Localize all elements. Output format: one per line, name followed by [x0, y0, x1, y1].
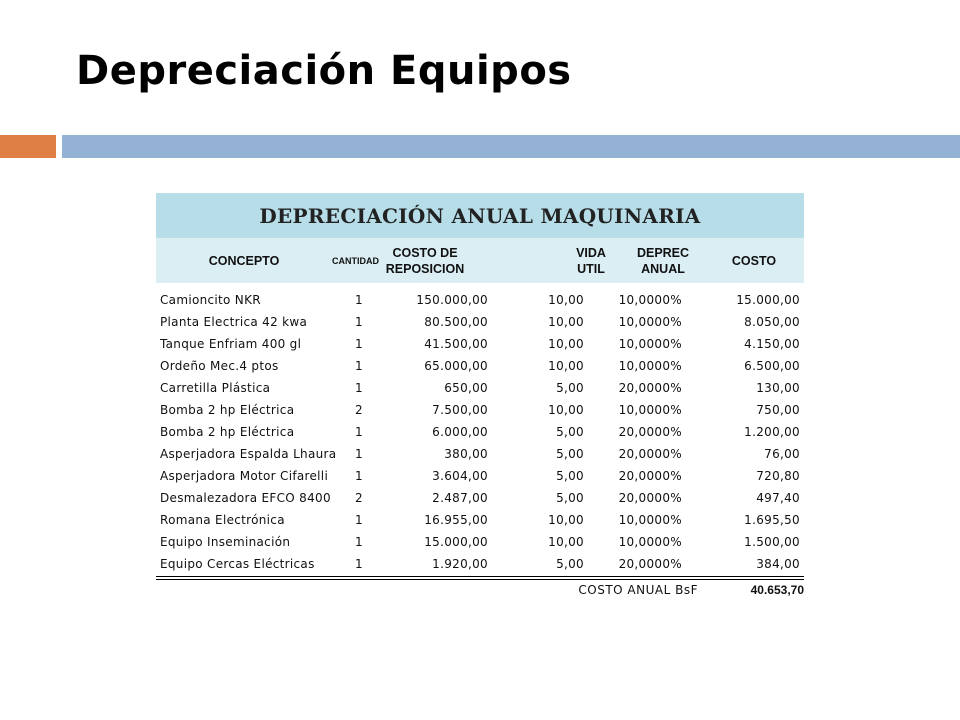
header-vida-util: [560, 245, 622, 277]
cell-cantidad: 1: [355, 469, 363, 483]
cell-deprec-anual: 20,0000%: [618, 557, 682, 571]
cell-concepto: Bomba 2 hp Eléctrica: [160, 403, 295, 417]
header-deprec-line1: DEPREC: [636, 245, 690, 260]
cell-vida-util: 10,00: [548, 535, 584, 549]
cell-cantidad: 2: [355, 491, 363, 505]
cell-vida-util: 10,00: [548, 315, 584, 329]
cell-concepto: Bomba 2 hp Eléctrica: [160, 425, 295, 439]
cell-costo-reposicion: 41.500,00: [424, 337, 488, 351]
table-row: [156, 509, 804, 531]
cell-costo-reposicion: 80.500,00: [424, 315, 488, 329]
cell-cantidad: 1: [355, 513, 363, 527]
header-concepto: CONCEPTO: [208, 253, 280, 268]
cell-concepto: Tanque Enfriam 400 gl: [160, 337, 302, 351]
cell-deprec-anual: 20,0000%: [618, 425, 682, 439]
cell-vida-util: 5,00: [556, 557, 584, 571]
table-row: [156, 531, 804, 553]
cell-deprec-anual: 10,0000%: [618, 293, 682, 307]
header-deprec-anual: [622, 245, 704, 277]
header-vida-line1: VIDA: [576, 245, 606, 260]
cell-costo-reposicion: 15.000,00: [424, 535, 488, 549]
table-row: [156, 553, 804, 575]
cell-concepto: Asperjadora Motor Cifarelli: [160, 469, 329, 483]
cell-concepto: Ordeño Mec.4 ptos: [160, 359, 279, 373]
cell-cantidad: 1: [355, 337, 363, 351]
cell-costo: 130,00: [756, 381, 800, 395]
cell-costo-reposicion: 7.500,00: [432, 403, 488, 417]
table-row: [156, 289, 804, 311]
header-deprec-line2: ANUAL: [641, 261, 685, 276]
cell-vida-util: 10,00: [548, 359, 584, 373]
cell-deprec-anual: 20,0000%: [618, 381, 682, 395]
cell-costo-reposicion: 6.000,00: [432, 425, 488, 439]
cell-costo-reposicion: 2.487,00: [432, 491, 488, 505]
table-header: [156, 238, 804, 283]
cell-costo: 720,80: [756, 469, 800, 483]
cell-cantidad: 1: [355, 447, 363, 461]
cell-vida-util: 10,00: [548, 513, 584, 527]
cell-concepto: Desmalezadora EFCO 8400: [160, 491, 331, 505]
header-costo-reposicion-line2: REPOSICION: [385, 261, 465, 276]
header-costo-reposicion-line1: COSTO DE: [392, 245, 458, 260]
table-row: [156, 355, 804, 377]
cell-concepto: Carretilla Plástica: [160, 381, 271, 395]
accent-bar-orange: [0, 135, 56, 158]
table-row: [156, 399, 804, 421]
cell-deprec-anual: 10,0000%: [618, 403, 682, 417]
slide-title: Depreciación Equipos: [76, 48, 572, 94]
cell-costo: 15.000,00: [736, 293, 800, 307]
total-value: 40.653,70: [750, 583, 804, 597]
table-body: [156, 289, 804, 575]
cell-concepto: Romana Electrónica: [160, 513, 285, 527]
cell-concepto: Asperjadora Espalda Lhaura: [160, 447, 337, 461]
cell-vida-util: 5,00: [556, 381, 584, 395]
cell-concepto: Equipo Cercas Eléctricas: [160, 557, 315, 571]
cell-costo-reposicion: 65.000,00: [424, 359, 488, 373]
cell-vida-util: 5,00: [556, 491, 584, 505]
cell-costo-reposicion: 150.000,00: [416, 293, 488, 307]
cell-vida-util: 10,00: [548, 293, 584, 307]
cell-cantidad: 1: [355, 315, 363, 329]
table-row: [156, 333, 804, 355]
cell-deprec-anual: 10,0000%: [618, 337, 682, 351]
cell-vida-util: 5,00: [556, 469, 584, 483]
cell-deprec-anual: 20,0000%: [618, 491, 682, 505]
cell-cantidad: 1: [355, 557, 363, 571]
cell-cantidad: 2: [355, 403, 363, 417]
cell-deprec-anual: 10,0000%: [618, 359, 682, 373]
cell-vida-util: 5,00: [556, 447, 584, 461]
table-row: [156, 465, 804, 487]
cell-costo: 497,40: [756, 491, 800, 505]
cell-costo-reposicion: 1.920,00: [432, 557, 488, 571]
cell-concepto: Planta Electrica 42 kwa: [160, 315, 308, 329]
cell-costo: 8.050,00: [744, 315, 800, 329]
cell-costo: 76,00: [764, 447, 800, 461]
table-row: [156, 443, 804, 465]
cell-costo-reposicion: 3.604,00: [432, 469, 488, 483]
table-title: DEPRECIACIÓN ANUAL MAQUINARIA: [156, 193, 804, 238]
cell-costo: 1.200,00: [744, 425, 800, 439]
header-cantidad: CANTIDAD: [332, 255, 379, 266]
table-row: [156, 311, 804, 333]
cell-cantidad: 1: [355, 293, 363, 307]
header-costo-reposicion: [372, 245, 478, 277]
cell-costo-reposicion: 16.955,00: [424, 513, 488, 527]
cell-cantidad: 1: [355, 535, 363, 549]
depreciation-table: [156, 193, 804, 600]
table-row: [156, 377, 804, 399]
header-costo: COSTO: [731, 253, 777, 268]
cell-cantidad: 1: [355, 359, 363, 373]
cell-costo-reposicion: 380,00: [444, 447, 488, 461]
cell-costo: 6.500,00: [744, 359, 800, 373]
accent-bar-blue: [62, 135, 960, 158]
cell-costo: 750,00: [756, 403, 800, 417]
header-vida-line2: UTIL: [577, 261, 605, 276]
cell-deprec-anual: 10,0000%: [618, 315, 682, 329]
cell-cantidad: 1: [355, 425, 363, 439]
cell-vida-util: 5,00: [556, 425, 584, 439]
cell-concepto: Equipo Inseminación: [160, 535, 291, 549]
table-row: [156, 487, 804, 509]
cell-concepto: Camioncito NKR: [160, 293, 261, 307]
total-label: COSTO ANUAL BsF: [578, 583, 698, 597]
cell-costo-reposicion: 650,00: [444, 381, 488, 395]
cell-costo: 384,00: [756, 557, 800, 571]
cell-deprec-anual: 10,0000%: [618, 513, 682, 527]
cell-costo: 1.695,50: [744, 513, 800, 527]
cell-deprec-anual: 20,0000%: [618, 469, 682, 483]
cell-deprec-anual: 10,0000%: [618, 535, 682, 549]
cell-vida-util: 10,00: [548, 403, 584, 417]
table-row: [156, 421, 804, 443]
total-row: [156, 580, 804, 600]
cell-costo: 1.500,00: [744, 535, 800, 549]
cell-costo: 4.150,00: [744, 337, 800, 351]
cell-deprec-anual: 20,0000%: [618, 447, 682, 461]
cell-cantidad: 1: [355, 381, 363, 395]
cell-vida-util: 10,00: [548, 337, 584, 351]
